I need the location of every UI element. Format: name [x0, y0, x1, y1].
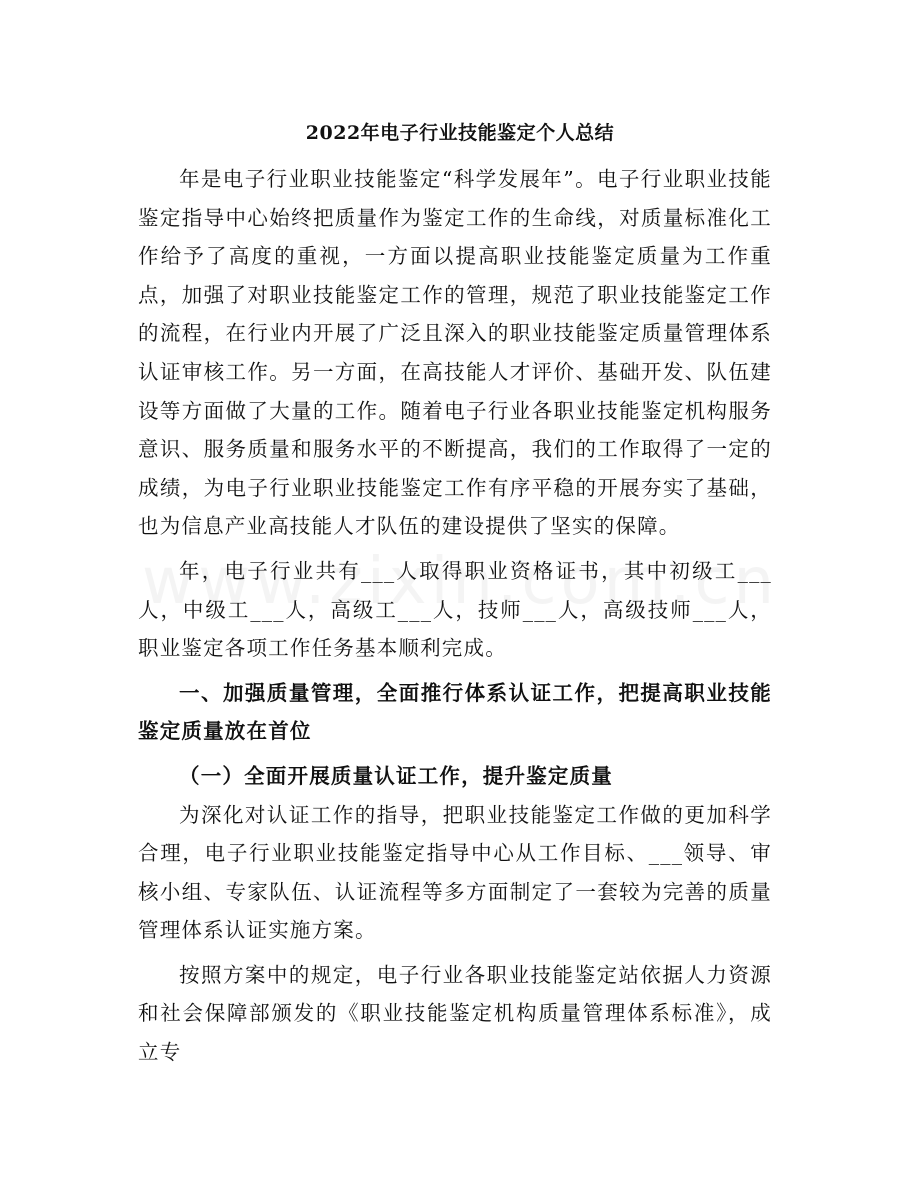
paragraph-certification-guidance: 为深化对认证工作的指导，把职业技能鉴定工作做的更加科学合理，电子行业职业技能鉴定指导中心从工作目标、___领导、审核小组、专家队伍、认证流程等多方面制定了一套较为完善的质量管理体系认证实施方案。	[138, 802, 772, 943]
paragraph-statistics: 年，电子行业共有___人取得职业资格证书，其中初级工___人，中级工___人，高级工___人，技师___人，高级技师___人，职业鉴定各项工作任务基本顺利完成。	[138, 558, 772, 661]
section-heading-1: 一、加强质量管理，全面推行体系认证工作，把提高职业技能鉴定质量放在首位	[138, 680, 772, 744]
paragraph-implementation: 按照方案中的规定，电子行业各职业技能鉴定站依据人力资源和社会保障部颁发的《职业技能鉴定机构质量管理体系标准》，成立专	[138, 962, 772, 1065]
document-title: 2022年电子行业技能鉴定个人总结	[305, 122, 615, 144]
subsection-heading-1: （一）全面开展质量认证工作，提升鉴定质量	[179, 763, 613, 788]
paragraph-intro: 年是电子行业职业技能鉴定“科学发展年”。电子行业职业技能鉴定指导中心始终把质量作为鉴定工作的生命线，对质量标准化工作给予了高度的重视，一方面以提高职业技能鉴定质量为工作重点，加强了对职业技能鉴定工作的管理，规范了职业技能鉴定工作的流程，在行业内开展了广泛且深入的职业技能鉴定质量管理体系认证审核工作。另一方面，在高技能人才评价、基础开发、队伍建设等方面做了大量的工作。随着电子行业各职业技能鉴定机构服务意识、服务质量和服务水平的不断提高，我们的工作取得了一定的成绩，为电子行业职业技能鉴定工作有序平稳的开展夯实了基础，也为信息产业高技能人才队伍的建设提供了坚实的保障。	[138, 167, 772, 539]
document-body	[138, 160, 772, 1072]
